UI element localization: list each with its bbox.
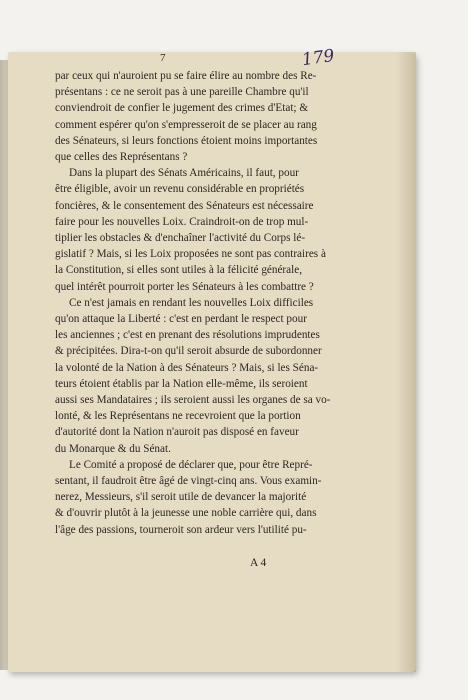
- page-number: 7: [160, 52, 166, 64]
- text-line: des Sénateurs, si leurs fonctions étoient moins importantes: [55, 134, 318, 147]
- text-line: & précipitées. Dira-t-on qu'il seroit absurde de subordonner: [55, 345, 322, 358]
- text-line: Dans la plupart des Sénats Américains, il faut, pour: [69, 167, 299, 180]
- text-line: par ceux qui n'auroient pu se faire élire au nombre des Re-: [55, 70, 317, 82]
- text-line: présentans : ce ne seroit pas à une pareille Chambre qu'il: [55, 86, 309, 99]
- text-line: sentant, il faudroit être âgé de vingt-cinq ans. Vous examin-: [55, 475, 322, 488]
- text-line: gislatif ? Mais, si les Loix proposées ne sont pas contraires à: [55, 248, 326, 261]
- text-line: conviendroit de confier le jugement des crimes d'Etat; &: [55, 102, 309, 115]
- text-line: la volonté de la Nation à des Sénateurs ? Mais, si les Séna-: [55, 361, 319, 374]
- text-line: Le Comité a proposé de déclarer que, pour être Repré-: [69, 458, 313, 471]
- handwritten-folio-number: 179: [300, 45, 336, 71]
- text-line: nerez, Messieurs, s'il seroit utile de devancer la majorité: [55, 491, 307, 504]
- text-line: teurs étoient établis par la Nation elle-même, ils seroient: [55, 377, 308, 390]
- text-line: qu'on attaque la Liberté : c'est en perdant le respect pour: [55, 313, 307, 326]
- body-text: [55, 52, 385, 538]
- text-line: l'âge des passions, tourneroit son ardeur vers l'utilité pu-: [55, 523, 307, 536]
- text-line: tiplier les obstacles & d'enchaîner l'activité du Corps lé-: [55, 232, 306, 245]
- text-line: comment espérer qu'on s'empresseroit de se placer au rang: [55, 118, 317, 131]
- text-line: & d'ouvrir plutôt à la jeunesse une noble carrière qui, dans: [55, 507, 317, 520]
- page-edge-shading: [396, 52, 416, 672]
- text-line: que celles des Représentans ?: [55, 151, 188, 164]
- text-line: faire pour les nouvelles Loix. Craindroit-on de trop mul-: [55, 215, 309, 228]
- text-line: la Constitution, si elles sont utiles à la félicité générale,: [55, 264, 302, 277]
- signature-mark: A 4: [250, 557, 267, 569]
- text-line: quel intérêt pourroit porter les Sénateurs à les combattre ?: [55, 280, 314, 293]
- text-line: être éligible, avoir un revenu considérable en propriétés: [55, 183, 305, 196]
- text-line: lonté, & les Représentans ne recevroient que la portion: [55, 410, 301, 423]
- text-line: d'autorité dont la Nation n'auroit pas disposé en faveur: [55, 426, 299, 439]
- text-line: Ce n'est jamais en rendant les nouvelles Loix difficiles: [69, 296, 314, 309]
- text-line: du Monarque & du Sénat.: [55, 442, 171, 455]
- text-line: aussi ses Mandataires ; ils seroient aussi les organes de sa vo-: [55, 394, 331, 407]
- text-line: foncières, & le consentement des Sénateurs est nécessaire: [55, 199, 314, 212]
- text-line: les anciennes ; c'est en prenant des résolutions imprudentes: [55, 329, 320, 342]
